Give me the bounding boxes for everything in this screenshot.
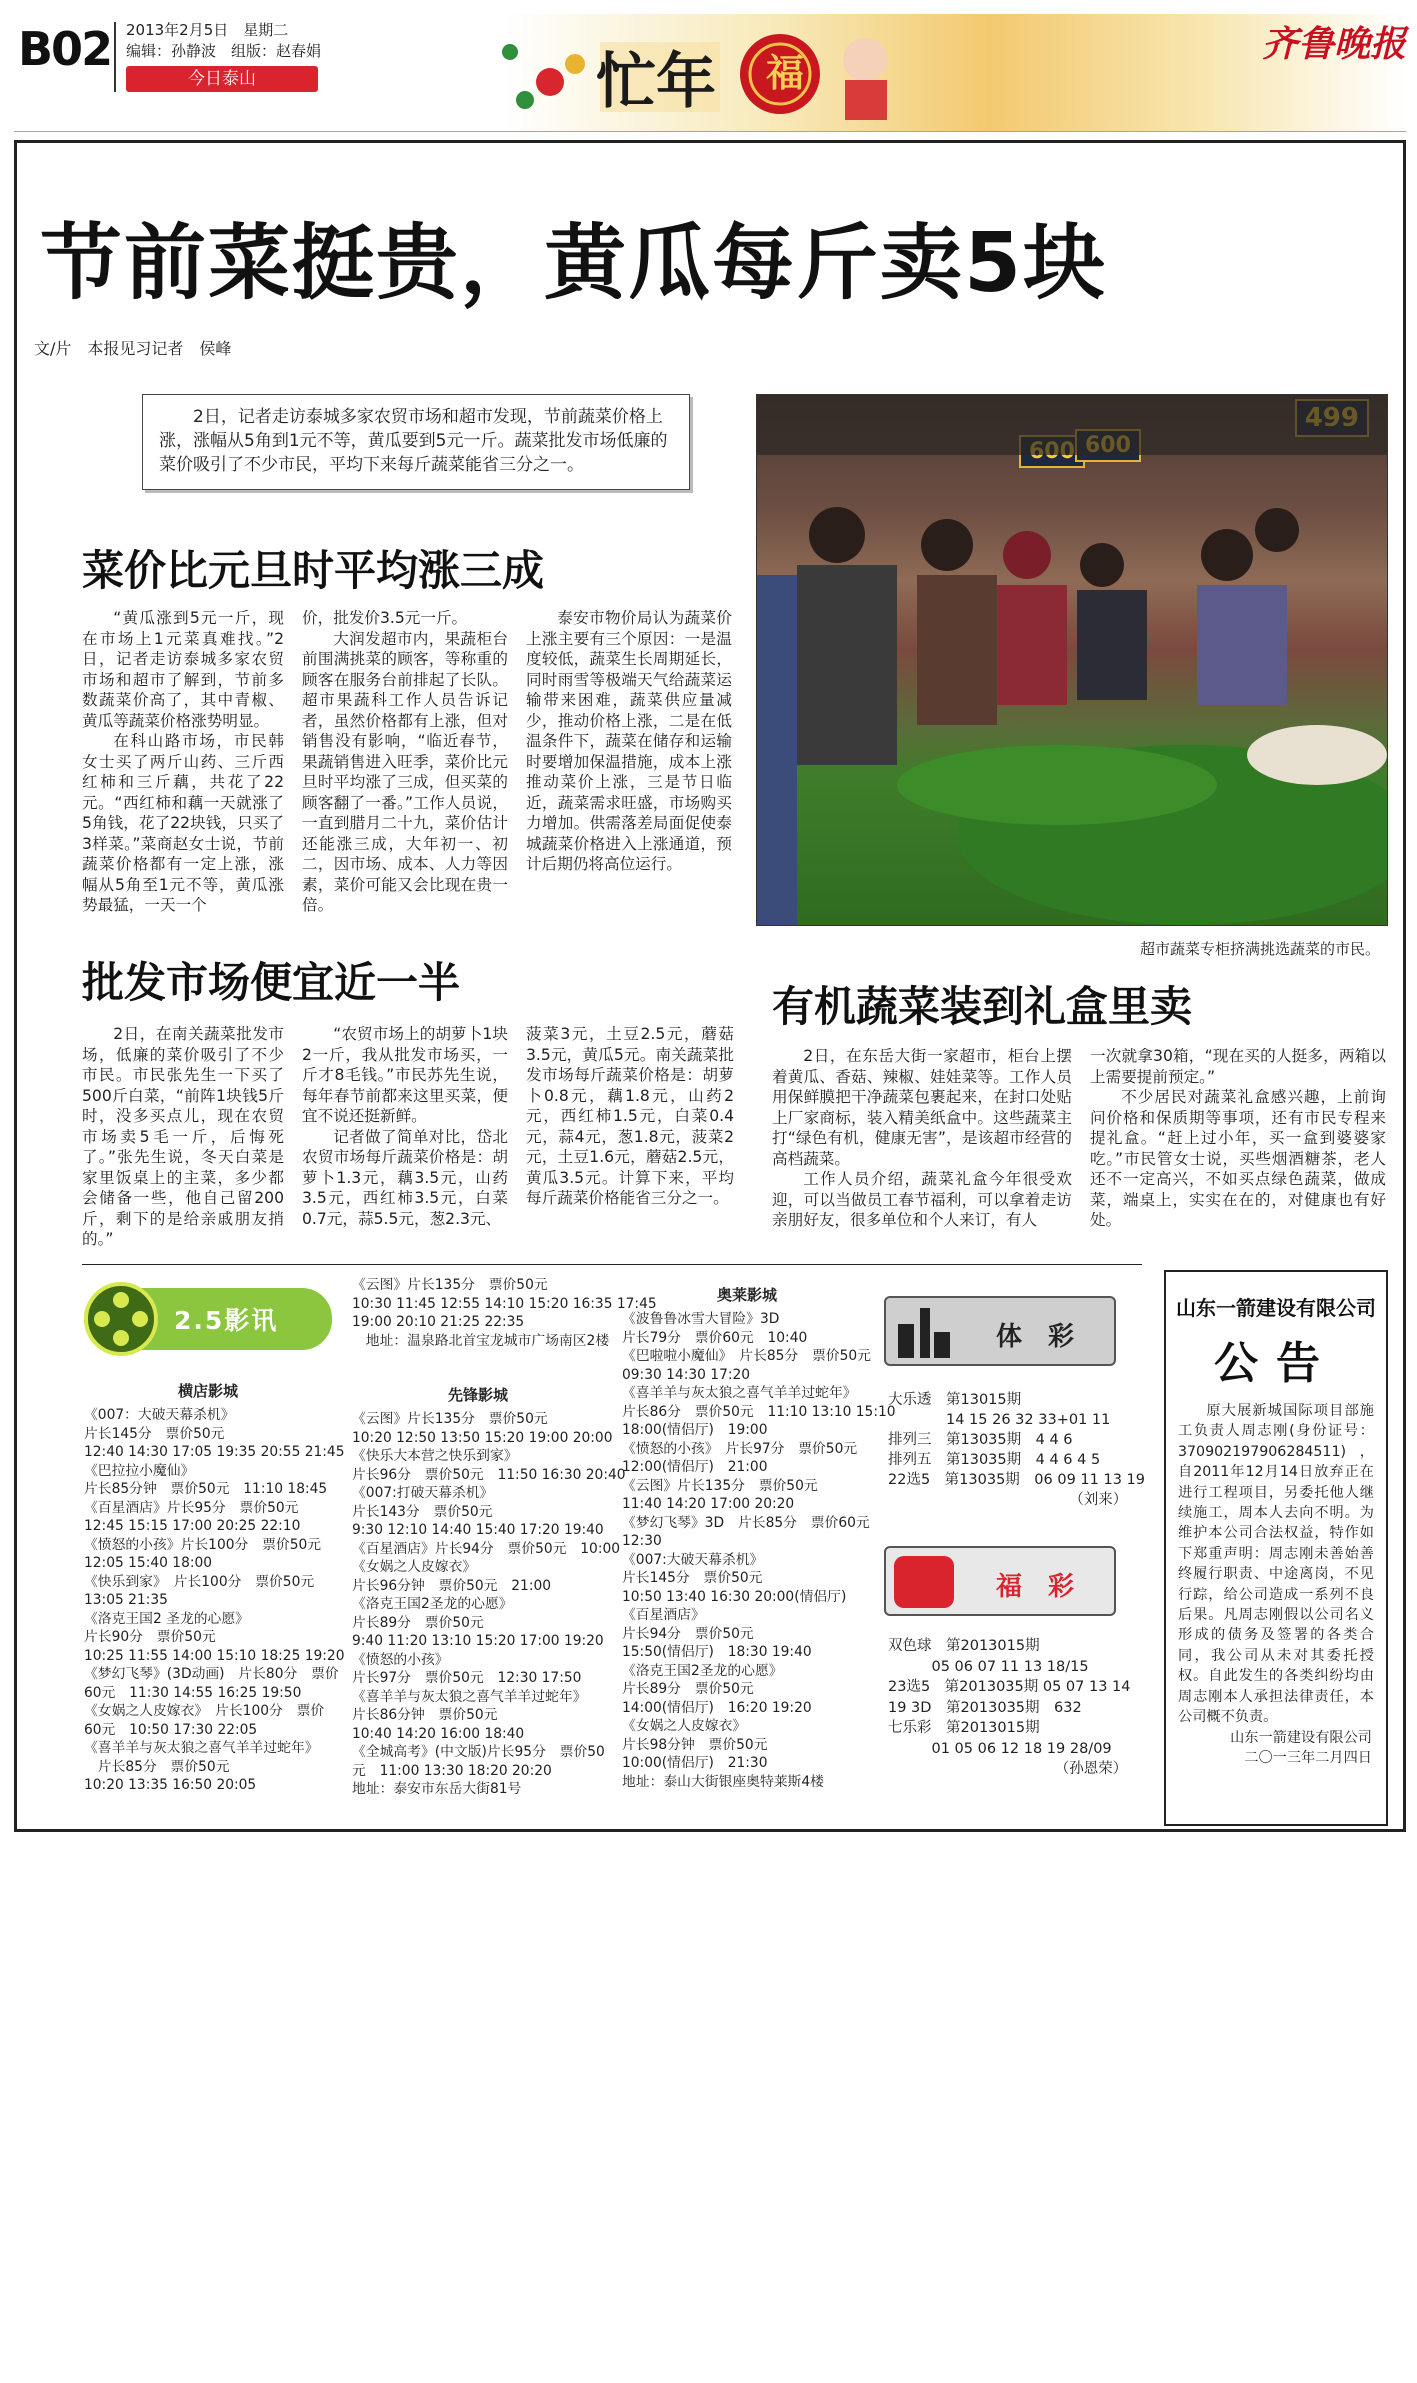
- paragraph: 大润发超市内，果蔬柜台前围满挑菜的顾客，等称重的顾客在服务台前排起了长队。超市果蔬科工作人员告诉记者，虽然价格都有上涨，但对销售没有影响，“临近春节，果蔬销售进入旺季，菜价比元旦时平均涨了三成，但买菜的顾客翻了一番。”工作人员说，一直到腊月二十九，菜价估计还能涨三成，大年初一、初二，因市场、成本、人力等因素，菜价可能又会比现在贵一倍。: [302, 629, 508, 914]
- listing-line: 《波鲁鲁冰雪大冒险》3D: [622, 1311, 780, 1327]
- intro-box: 2日，记者走访泰城多家农贸市场和超市发现，节前蔬菜价格上涨，涨幅从5角到1元不等，黄瓜要到5元一斤。蔬菜批发市场低廉的菜价吸引了不少市民，平均下来每斤蔬菜能省三分之一。: [142, 394, 690, 490]
- section-label: 今日泰山: [126, 66, 318, 92]
- fu-character: 福: [765, 50, 804, 95]
- listing-line: 11:40 14:20 17:00 20:20: [622, 1496, 795, 1512]
- listing-line: 《百星酒店》片长95分 票价50元: [84, 1499, 299, 1516]
- header-divider: [114, 22, 116, 92]
- result-line: 05 06 07 11 13 18/15: [888, 1658, 1089, 1675]
- listing-line: 片长79分 票价60元 10:40: [622, 1329, 808, 1346]
- listing-line: 《洛克王国2圣龙的心愿》: [352, 1596, 513, 1612]
- listing-line: 《快乐到家》 片长100分 票价50元: [84, 1573, 315, 1590]
- company-notice: [1164, 1270, 1388, 1826]
- listing-line: 片长96分 票价50元 11:50 16:30 20:40: [352, 1466, 626, 1483]
- s3-column-2: [1090, 1046, 1386, 1231]
- listing-line: 片长90分 票价50元: [84, 1629, 216, 1645]
- photo-caption: 超市蔬菜专柜挤满挑选蔬菜的市民。: [1140, 940, 1381, 958]
- listing-line: 片长85分钟 票价50元 11:10 18:45: [84, 1481, 328, 1497]
- listing-line: 地址：温泉路北首宝龙城市广场南区2楼: [352, 1332, 610, 1349]
- listing-line: 《007:大破天幕杀机》: [622, 1551, 764, 1568]
- s2-column-3: [526, 1024, 734, 1209]
- result-line: （刘来）: [888, 1492, 1128, 1508]
- listing-line: 片长97分 票价50元 12:30 17:50: [352, 1670, 582, 1686]
- header-meta: [126, 20, 321, 62]
- listing-line: 《喜羊羊与灰太狼之喜气羊羊过蛇年》: [84, 1740, 319, 1756]
- welfare-lottery-label: 福 彩: [996, 1572, 1075, 1602]
- listing-line: 片长85分 票价50元: [84, 1758, 230, 1775]
- result-line: 01 05 06 12 18 19 28/09: [888, 1740, 1112, 1757]
- cinema-listing-2a: [352, 1276, 657, 1350]
- result-line: 排列五 第13035期 4 4 6 4 5: [888, 1452, 1101, 1468]
- paragraph: 泰安市物价局认为蔬菜价上涨主要有三个原因：一是温度较低，蔬菜生长周期延长，同时雨雪等极端天气给蔬菜运输带来困难，蔬菜供应量减少，推动价格上涨，二是在低温条件下，蔬菜在储存和运输时要增加保温措施，成本上涨推动菜价上涨，三是节日临近，蔬菜需求旺盛，市场购买力增加。供需落差局面促使泰城蔬菜价格进入上涨通道，预计后期仍将高位运行。: [526, 609, 732, 873]
- listing-line: 19:00 20:10 21:25 22:35: [352, 1314, 525, 1330]
- result-line: 14 15 26 32 33+01 11: [888, 1412, 1111, 1428]
- listing-line: 09:30 14:30 17:20: [622, 1366, 751, 1383]
- result-line: 23选5 第2013035期 05 07 13 14: [888, 1679, 1131, 1695]
- s2-column-1: [82, 1024, 284, 1250]
- listing-line: 《洛克王国2圣龙的心愿》: [622, 1662, 783, 1679]
- result-line: （孙恩荣）: [888, 1761, 1128, 1777]
- paragraph: 在科山路市场，市民韩女士买了两斤山药、三斤西红柿和三斤藕，共花了22元。“西红柿和藕一天就涨了5角钱，花了22块钱，只买了3样菜。”菜商赵女士说，节前蔬菜价格都有一定上涨，涨幅从5角至1元不等，黄瓜涨势最猛，一天一个: [82, 732, 284, 914]
- paragraph: 一次就拿30箱，“现在买的人挺多，两箱以上需要提前预定。”: [1090, 1047, 1386, 1086]
- paragraph: 价，批发价3.5元一斤。: [302, 609, 468, 627]
- paragraph: 2日，在东岳大街一家超市，柜台上摆着黄瓜、香菇、辣椒、娃娃菜等。工作人员用保鲜膜把干净蔬菜包裹起来，在封口处贴上厂家商标，装入精美纸盒中。这些蔬菜主打“绿色有机，健康无害”，是该超市经营的高档蔬菜。: [772, 1047, 1072, 1168]
- film-reel-icon: [84, 1282, 158, 1356]
- listing-line: 《喜羊羊与灰太狼之喜气羊羊过蛇年》: [622, 1385, 857, 1401]
- listing-line: 片长145分 票价50元: [622, 1570, 763, 1586]
- listing-line: 10:00(情侣厅) 21:30: [622, 1755, 768, 1771]
- listing-line: 15:50(情侣厅) 18:30 19:40: [622, 1644, 812, 1660]
- listing-line: 《女娲之人皮嫁衣》 片长100分 票价60元 10:50 17:30 22:05: [84, 1703, 325, 1738]
- paragraph: 2日，在南关蔬菜批发市场，低廉的菜价吸引了不少市民。市民张先生一下买了500斤白菜，“前阵1块钱5斤时，没多买点儿，现在农贸市场卖5毛一斤，后悔死了。”张先生说，冬天白菜是家里饭桌上的主菜，多少都会储备一些，他自己留200斤，剩下的是给亲戚朋友捎的。”: [82, 1025, 284, 1248]
- notice-company: 山东一箭建设有限公司: [1176, 1296, 1376, 1320]
- listing-line: 13:05 21:35: [84, 1592, 168, 1608]
- result-line: 19 3D 第2013035期 632: [888, 1699, 1082, 1716]
- listing-line: 《百星酒店》: [622, 1607, 705, 1623]
- listing-line: 片长96分钟 票价50元 21:00: [352, 1577, 552, 1594]
- listing-line: 《007:打破天幕杀机》: [352, 1485, 494, 1501]
- cinema-listing-1: [84, 1406, 345, 1795]
- listing-line: 《巴啦啦小魔仙》 片长85分 票价50元: [622, 1348, 871, 1364]
- s3-column-1: [772, 1046, 1072, 1231]
- movie-listings-title: 2.5影讯: [174, 1306, 279, 1335]
- cinema-title: 横店影城: [177, 1382, 238, 1400]
- listing-line: 10:25 11:55 14:00 15:10 18:25 19:20: [84, 1647, 345, 1664]
- listing-line: 《007：大破天幕杀机》: [84, 1407, 235, 1423]
- theme-title: 忙年: [596, 47, 716, 117]
- listing-line: 《愤怒的小孩》: [352, 1651, 449, 1668]
- listing-line: 10:20 12:50 13:50 15:20 19:00 20:00: [352, 1429, 613, 1446]
- notice-title: 公告: [1214, 1338, 1338, 1389]
- listing-line: 片长86分 票价50元 11:10 13:10 15:10: [622, 1403, 896, 1420]
- listing-line: 12:30: [622, 1533, 662, 1549]
- section-divider: [82, 1264, 1142, 1265]
- welfare-lottery-badge: [884, 1546, 1116, 1616]
- listing-line: 10:40 14:20 16:00 18:40: [352, 1725, 525, 1742]
- paragraph: 菠菜3元，土豆2.5元，蘑菇3.5元，黄瓜5元。南关蔬菜批发市场每斤蔬菜价格是：胡萝卜0.8元，藕1.8元，山药2元，西红柿1.5元，白菜0.4元，蒜4元，葱1.8元，菠菜2元，土豆1.6元，蘑菇2.5元，黄瓜3.5元。计算下来，平均每斤蔬菜价格能省三分之一。: [526, 1025, 734, 1207]
- sports-lottery-results: [888, 1390, 1156, 1510]
- subhead-2: 批发市场便宜近一半: [82, 958, 461, 1007]
- cinema-title: 先锋影城: [447, 1386, 508, 1404]
- issue-date: 2013年2月5日 星期二: [126, 21, 289, 39]
- cinema-listing-2: [352, 1410, 626, 1799]
- editors-line: 编辑：孙静波 组版：赵春娟: [126, 42, 322, 60]
- listing-line: 片长89分 票价50元: [352, 1614, 484, 1631]
- subhead-1: 菜价比元旦时平均涨三成: [82, 546, 545, 595]
- listing-line: 《云图》片长135分 票价50元: [352, 1277, 548, 1293]
- page-number: B02: [18, 22, 112, 76]
- listing-line: 《愤怒的小孩》片长100分 票价50元: [84, 1536, 322, 1553]
- listing-line: 《云图》片长135分 票价50元: [352, 1411, 548, 1427]
- listing-line: 10:50 13:40 16:30 20:00(情侣厅): [622, 1588, 847, 1605]
- supermarket-photo: [756, 394, 1388, 926]
- listing-line: 《梦幻飞琴》(3D动画) 片长80分 票价60元 11:30 14:55 16:25 19:50: [84, 1666, 339, 1701]
- listing-line: 《百星酒店》片长94分 票价50元 10:00: [352, 1540, 621, 1557]
- sports-lottery-icon: [894, 1304, 954, 1360]
- listing-line: 《愤怒的小孩》 片长97分 票价50元: [622, 1440, 858, 1457]
- listing-line: 《洛克王国2 圣龙的心愿》: [84, 1610, 249, 1627]
- listing-line: 《喜羊羊与灰太狼之喜气羊羊过蛇年》: [352, 1688, 587, 1705]
- result-line: 排列三 第13035期 4 4 6: [888, 1432, 1073, 1448]
- listing-line: 《云图》片长135分 票价50元: [622, 1477, 818, 1494]
- listing-line: 12:05 15:40 18:00: [84, 1555, 213, 1571]
- s2-column-2: [302, 1024, 508, 1229]
- byline: 文/片 本报见习记者 侯峰: [34, 339, 232, 358]
- photo-shapes: [757, 395, 1388, 926]
- listing-line: 片长89分 票价50元: [622, 1681, 754, 1697]
- listing-line: 地址：泰山大街银座奥特莱斯4楼: [622, 1773, 824, 1790]
- result-line: 大乐透 第13015期: [888, 1392, 1022, 1408]
- paragraph: 工作人员介绍，蔬菜礼盒今年很受欢迎，可以当做员工春节福利，可以拿着走访亲朋好友，很多单位和个人来订，有人: [772, 1170, 1072, 1229]
- notice-signer: 山东一箭建设有限公司: [1230, 1729, 1372, 1746]
- result-line: 七乐彩 第2013015期: [888, 1720, 1040, 1736]
- s1-column-1: [82, 608, 284, 916]
- newspaper-logo: 齐鲁晚报: [1262, 23, 1407, 65]
- listing-line: 《梦幻飞琴》3D 片长85分 票价60元: [622, 1514, 870, 1531]
- cinema-title: 奥莱影城: [716, 1286, 777, 1304]
- paragraph: “黄瓜涨到5元一斤，现在市场上1元菜真难找。”2日，记者走访泰城多家农贸市场和超市了解到，节前多数蔬菜价高了，其中青椒、黄瓜等蔬菜价格涨势明显。: [82, 609, 284, 730]
- welfare-lottery-icon: [894, 1556, 954, 1608]
- listing-line: 《女娲之人皮嫁衣》: [352, 1559, 477, 1575]
- listing-line: 《快乐大本营之快乐到家》: [352, 1448, 518, 1464]
- cinema-listing-3: [622, 1310, 896, 1791]
- listing-line: 地址：泰安市东岳大街81号: [352, 1781, 522, 1797]
- listing-line: 9:40 11:20 13:10 15:20 17:00 19:20: [352, 1633, 604, 1649]
- result-line: 22选5 第13035期 06 09 11 13 19: [888, 1472, 1145, 1488]
- paragraph: “农贸市场上的胡萝卜1块2一斤，我从批发市场买，一斤才8毛钱。”市民苏先生说，每年春节前都来这里买菜，便宜不说还挺新鲜。: [302, 1025, 508, 1125]
- listing-line: 9:30 12:10 14:40 15:40 17:20 19:40: [352, 1522, 604, 1538]
- paragraph: 不少居民对蔬菜礼盒感兴趣，上前询问价格和保质期等事项，还有市民专程来提礼盒。“赶上过小年，买一盒到婆婆家吃。”市民管女士说，买些烟酒糖茶，老人还不一定高兴，不如买点绿色蔬菜，做成菜，端桌上，实实在在的，对健康也有好处。: [1090, 1088, 1386, 1229]
- result-line: 双色球 第2013015期: [888, 1638, 1040, 1654]
- s1-column-2: [302, 608, 508, 916]
- sports-lottery-label: 体 彩: [996, 1322, 1075, 1352]
- listing-line: 片长94分 票价50元: [622, 1625, 754, 1642]
- listing-line: 12:45 15:15 17:00 20:25 22:10: [84, 1518, 301, 1534]
- notice-date: 二〇一三年二月四日: [1244, 1749, 1372, 1766]
- listing-line: 12:40 14:30 17:05 19:35 20:55 21:45: [84, 1444, 345, 1460]
- listing-line: 片长98分钟 票价50元: [622, 1736, 768, 1753]
- paragraph: 记者做了简单对比，岱北农贸市场每斤蔬菜价格是：胡萝卜1.3元，藕3.5元，山药3.5元，西红柿3.5元，白菜0.7元，蒜5.5元，葱2.3元、: [302, 1127, 508, 1228]
- listing-line: 片长86分钟 票价50元: [352, 1707, 498, 1723]
- listing-line: 12:00(情侣厅) 21:00: [622, 1459, 768, 1475]
- welfare-lottery-results: [888, 1636, 1156, 1780]
- listing-line: 《全城高考》(中文版)片长95分 票价50元 11:00 13:30 18:20 20:20: [352, 1744, 605, 1779]
- listing-line: 《女娲之人皮嫁衣》: [622, 1718, 747, 1734]
- listing-line: 片长145分 票价50元: [84, 1425, 225, 1442]
- listing-line: 10:20 13:35 16:50 20:05: [84, 1777, 257, 1793]
- subhead-3: 有机蔬菜装到礼盒里卖: [772, 982, 1193, 1031]
- listing-line: 14:00(情侣厅) 16:20 19:20: [622, 1699, 812, 1716]
- notice-body: 原大展新城国际项目部施工负责人周志刚(身份证号：370902197906284511)，自2011年12月14日放弃正在进行工程项目，另委托他人继续施工，周本人去向不明。为维护本公司合法权益，特作如下郑重声明：周志刚未善始善终履行职责、中途离岗，不见行踪，给公司造成一系列不良后果。凡周志刚假以公司名义形成的债务及签署的各类合同，我公司从未对其委托授权。自此发生的各类纠纷均由周志刚本人承担法律责任，本公司概不负责。: [1178, 1403, 1374, 1726]
- listing-line: 片长143分 票价50元: [352, 1503, 493, 1520]
- headline: 节前菜挺贵，黄瓜每斤卖5块: [40, 216, 1108, 311]
- listing-line: 18:00(情侣厅) 19:00: [622, 1422, 768, 1438]
- s1-column-3: [526, 608, 732, 875]
- listing-line: 《巴拉拉小魔仙》: [84, 1462, 195, 1479]
- sports-lottery-badge: [884, 1296, 1116, 1366]
- listing-line: 10:30 11:45 12:55 14:10 15:20 16:35 17:45: [352, 1295, 657, 1312]
